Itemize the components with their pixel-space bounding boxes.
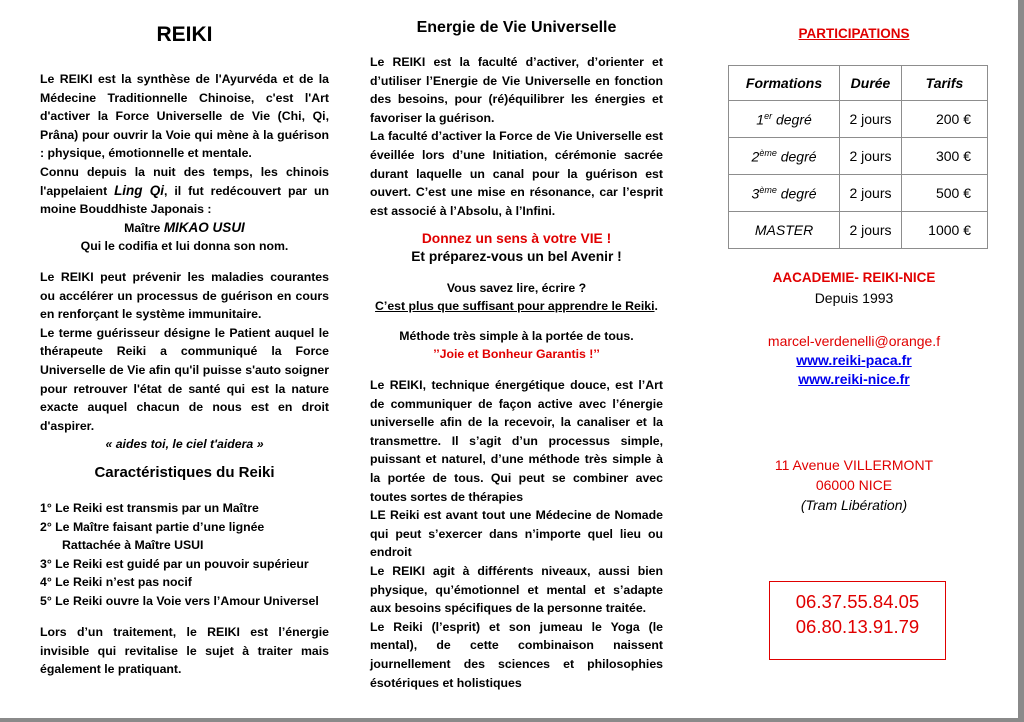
table-row (729, 138, 988, 175)
formation-cell: 1er degré (729, 101, 840, 138)
site-link-nice[interactable]: www.reiki-nice.fr (798, 371, 910, 387)
site-link-nice-wrap (720, 371, 988, 387)
niveaux-paragraph: Le REIKI agit à différents niveaux, aussi bien physique, qu’émotionnel et mental et s’adapte aux besoins spécifiques de la personne traitée. (370, 563, 663, 616)
phone-1: 06.37.55.84.05 (795, 591, 920, 612)
duree-cell: 2 jours (840, 212, 902, 249)
history-text-b: , il fut redécouvert par un moine Bouddhiste Japonais : (40, 183, 329, 217)
nomade-paragraph: LE Reiki est avant tout une Médecine de Nomade qui peut s’exercer dans n’importe quel lieu ou endroit (370, 508, 663, 560)
list-item: 3° Le Reiki est guidé par un pouvoir supérieur (40, 556, 309, 571)
suffisant-line (370, 299, 663, 313)
table-row (729, 101, 988, 138)
duree-cell: 2 jours (840, 138, 902, 175)
duree-cell: 2 jours (840, 175, 902, 212)
characteristics-list (40, 499, 340, 611)
site-link-paca-wrap (720, 352, 988, 368)
header-duree: Durée (840, 66, 902, 101)
slogan-red: Donnez un sens à votre VIE ! (421, 231, 612, 246)
page-edge-right (1018, 0, 1024, 722)
energie-paragraph-2: La faculté d’activer la Force de Vie Universelle est éveillée lors d’une Initiation, cérémonie sacrée durant laquelle un canal pour la guérison est ouvert. C’est une mise en résonance, car l’esprit est associé à l’Absolu, à l’Infini. (370, 129, 663, 218)
list-item: Rattachée à Maître USUI (62, 538, 204, 553)
suffisant-end: . (654, 299, 658, 313)
energie-title: Energie de Vie Universelle (416, 19, 617, 36)
phone-box (769, 581, 946, 660)
phone-2: 06.80.13.91.79 (795, 616, 920, 637)
master-prefix: Maître (124, 220, 164, 235)
table-row (729, 175, 988, 212)
tarif-cell: 200 € (901, 101, 987, 138)
quote: « aides toi, le ciel t'aidera » (105, 437, 264, 452)
header-formations: Formations (729, 66, 840, 101)
list-item: 5° Le Reiki ouvre la Voie vers l’Amour Universel (40, 593, 319, 608)
slogan-black: Et préparez-vous un bel Avenir ! (411, 249, 622, 264)
tarifs-table (728, 65, 988, 249)
technique-paragraph: Le REIKI, technique énergétique douce, est l’Art de communiquer de façon active avec l’énergie universelle afin de la recevoir, la canaliser et la transmettre. Il s’agit d’un processus simple, puissant et naturel, d’une méthode très simple à la portée de tous. Qui peut se combiner avec toutes sortes de thérapies (370, 378, 663, 504)
suffisant-text: C’est plus que suffisant pour apprendre le Reiki (375, 299, 655, 313)
yoga-paragraph: Le Reiki (l’esprit) et son jumeau le Yoga (le mental), de cette combinaison naissent journellement des sciences et philosophies ésotériques et holistiques (370, 619, 663, 690)
site-link-paca[interactable]: www.reiki-paca.fr (796, 352, 912, 368)
table-row (729, 212, 988, 249)
tarif-cell: 1000 € (901, 212, 987, 249)
reiki-title: REIKI (156, 23, 213, 46)
address-street: 11 Avenue VILLERMONT (774, 457, 934, 473)
tarif-cell: 300 € (901, 138, 987, 175)
participations-title: PARTICIPATIONS (798, 26, 910, 41)
master-line (40, 219, 329, 238)
duree-cell: 2 jours (840, 101, 902, 138)
characteristics-title: Caractéristiques du Reiki (94, 464, 275, 481)
history-text-a: Connu depuis la nuit des temps, les chinois l'appelaient (40, 164, 329, 198)
prevention-paragraph: Le REIKI peut prévenir les maladies courantes ou accélérer un processus de guérison en cours en renforçant le système immunitaire. (40, 270, 329, 322)
list-item: 2° Le Maître faisant partie d’une lignée (40, 519, 265, 534)
codifia-line: Qui le codifia et lui donna son nom. (80, 239, 289, 254)
header-tarifs: Tarifs (901, 66, 987, 101)
formation-cell: MASTER (729, 212, 840, 249)
master-name: MIKAO USUI (163, 219, 245, 235)
joie-line: ’’Joie et Bonheur Garantis !’’ (433, 347, 600, 361)
address-tram: (Tram Libération) (800, 497, 908, 513)
intro-paragraph: Le REIKI est la synthèse de l'Ayurvéda et de la Médecine Traditionnelle Chinoise, c'est l'Art d'activer la Force Universelle de Vie (Chi, Qi, Prâna) pour ouvrir la Voie qui mène à la guérison : physique, émotionnelle et mentale. (40, 72, 329, 161)
ling-qi: Ling Qi (114, 182, 165, 198)
energie-paragraph-1: Le REIKI est la faculté d’activer, d’orienter et d’utiliser l’Energie de Vie Universelle en fonction des besoins, pour (ré)équilibrer les énergies et favoriser la guérison. (370, 55, 663, 125)
tarif-cell: 500 € (901, 175, 987, 212)
guerisseur-paragraph: Le terme guérisseur désigne le Patient auquel le thérapeute Reiki a communiqué la Force Universelle de Vie afin qu'il puisse s'auto soigner pour retrouver l'état de santé qui est la nature exacte auquel chacun de nous est en droit d'aspirer. (40, 325, 329, 433)
question-line: Vous savez lire, écrire ? (446, 281, 587, 295)
academie-name: AACADEMIE- REIKI-NICE (772, 270, 936, 285)
table-header-row (729, 66, 988, 101)
methode-line: Méthode très simple à la portée de tous. (399, 329, 634, 343)
address-city: 06000 NICE (815, 477, 893, 493)
history-paragraph (40, 163, 329, 219)
formation-cell: 2ème degré (729, 138, 840, 175)
traitement-paragraph: Lors d’un traitement, le REIKI est l’énergie invisible qui revitalise le sujet à traiter mais également le pratiquant. (40, 625, 329, 677)
list-item: 4° Le Reiki n’est pas nocif (40, 575, 192, 590)
formation-cell: 3ème degré (729, 175, 840, 212)
depuis-line: Depuis 1993 (814, 290, 894, 306)
list-item: 1° Le Reiki est transmis par un Maître (40, 501, 259, 515)
page-edge-bottom (0, 718, 1024, 722)
email-link[interactable]: marcel-verdenelli@orange.f (767, 333, 941, 349)
